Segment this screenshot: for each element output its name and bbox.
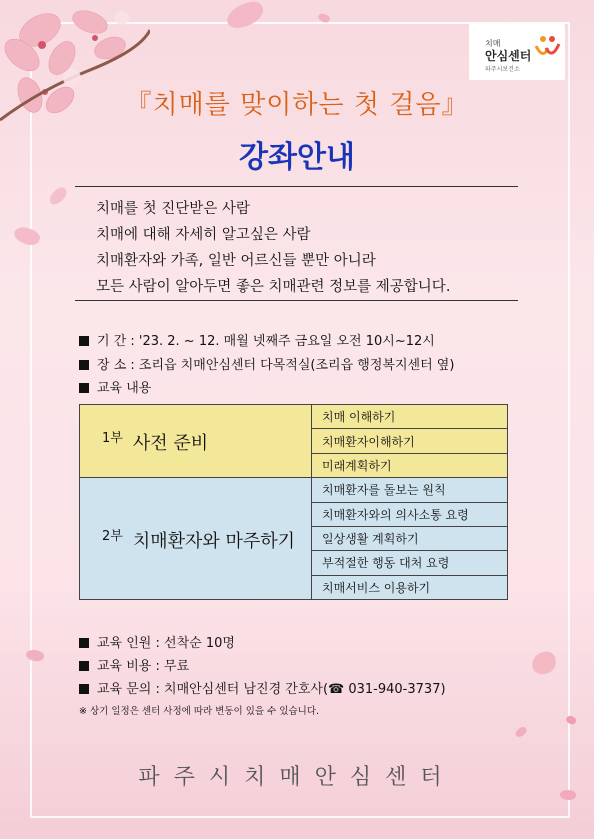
table-row bbox=[80, 405, 508, 429]
intro-line: 치매환자와 가족, 일반 어르신들 뿐만 아니라 bbox=[96, 253, 376, 269]
bullet-square-icon bbox=[79, 638, 89, 648]
part1-name: 사전 준비 bbox=[132, 433, 209, 455]
part2-item: 일상생활 계획하기 bbox=[312, 526, 508, 550]
part2-name: 치매환자와 마주하기 bbox=[132, 530, 296, 552]
info-period-text: 기 간 : '23. 2. ~ 12. 매월 넷째주 금요일 오전 10시~12시 bbox=[97, 334, 435, 349]
divider-top bbox=[75, 186, 518, 187]
part2-item: 치매환자와의 의사소통 요령 bbox=[312, 502, 508, 526]
logo-sub-text: 파주시보건소 bbox=[485, 66, 520, 73]
table-row bbox=[80, 478, 508, 502]
info-contact bbox=[79, 678, 446, 697]
intro-line: 치매에 대해 자세히 알고싶은 사람 bbox=[96, 227, 311, 243]
part2-item: 부적절한 행동 대처 요령 bbox=[312, 551, 508, 575]
info-contact-text: 교육 문의 : 치매안심센터 남진경 간호사(☎ 031-940-3737) bbox=[97, 682, 446, 697]
intro-line: 치매를 첫 진단받은 사람 bbox=[96, 201, 250, 217]
center-logo bbox=[469, 24, 565, 80]
info-people bbox=[79, 632, 235, 651]
bullet-square-icon bbox=[79, 336, 89, 346]
part2-item: 치매서비스 이용하기 bbox=[312, 575, 508, 599]
info-cost-text: 교육 비용 : 무료 bbox=[97, 659, 190, 674]
course-table bbox=[79, 404, 508, 600]
bullet-square-icon bbox=[79, 661, 89, 671]
info-content-text: 교육 내용 bbox=[97, 381, 152, 396]
bullet-square-icon bbox=[79, 383, 89, 393]
part2-item: 치매환자를 돌보는 원칙 bbox=[312, 478, 508, 502]
part2-number: 2부 bbox=[102, 528, 123, 544]
divider-bottom bbox=[75, 300, 518, 301]
page-title: 『치매를 맞이하는 첫 걸음』 bbox=[125, 90, 469, 120]
part1-number: 1부 bbox=[102, 431, 123, 447]
info-people-text: 교육 인원 : 선착순 10명 bbox=[97, 636, 235, 651]
info-place-text: 장 소 : 조리읍 치매안심센터 다목적실(조리읍 행정복지센터 옆) bbox=[97, 358, 455, 373]
part1-heading bbox=[80, 405, 312, 478]
info-place bbox=[79, 354, 454, 373]
part1-item: 치매 이해하기 bbox=[312, 405, 508, 429]
schedule-note: ※ 상기 일정은 센터 사정에 따라 변동이 있을 수 있습니다. bbox=[79, 706, 320, 717]
intro-line: 모든 사람이 알아두면 좋은 치매관련 정보를 제공합니다. bbox=[96, 279, 451, 295]
info-cost bbox=[79, 655, 189, 674]
intro-text bbox=[96, 196, 450, 300]
bullet-square-icon bbox=[79, 684, 89, 694]
part1-item: 치매환자이해하기 bbox=[312, 429, 508, 453]
page-subtitle: 강좌안내 bbox=[239, 140, 355, 175]
info-content bbox=[79, 377, 151, 396]
logo-main-text: 안심센터 bbox=[485, 49, 532, 63]
logo-mark-icon bbox=[531, 30, 563, 62]
logo-small-text: 치매 bbox=[485, 39, 501, 48]
footer-org-name: 파주시치매안심센터 bbox=[138, 765, 456, 790]
part1-item: 미래계획하기 bbox=[312, 453, 508, 477]
info-period bbox=[79, 330, 435, 349]
bullet-square-icon bbox=[79, 360, 89, 370]
part2-heading bbox=[80, 478, 312, 600]
